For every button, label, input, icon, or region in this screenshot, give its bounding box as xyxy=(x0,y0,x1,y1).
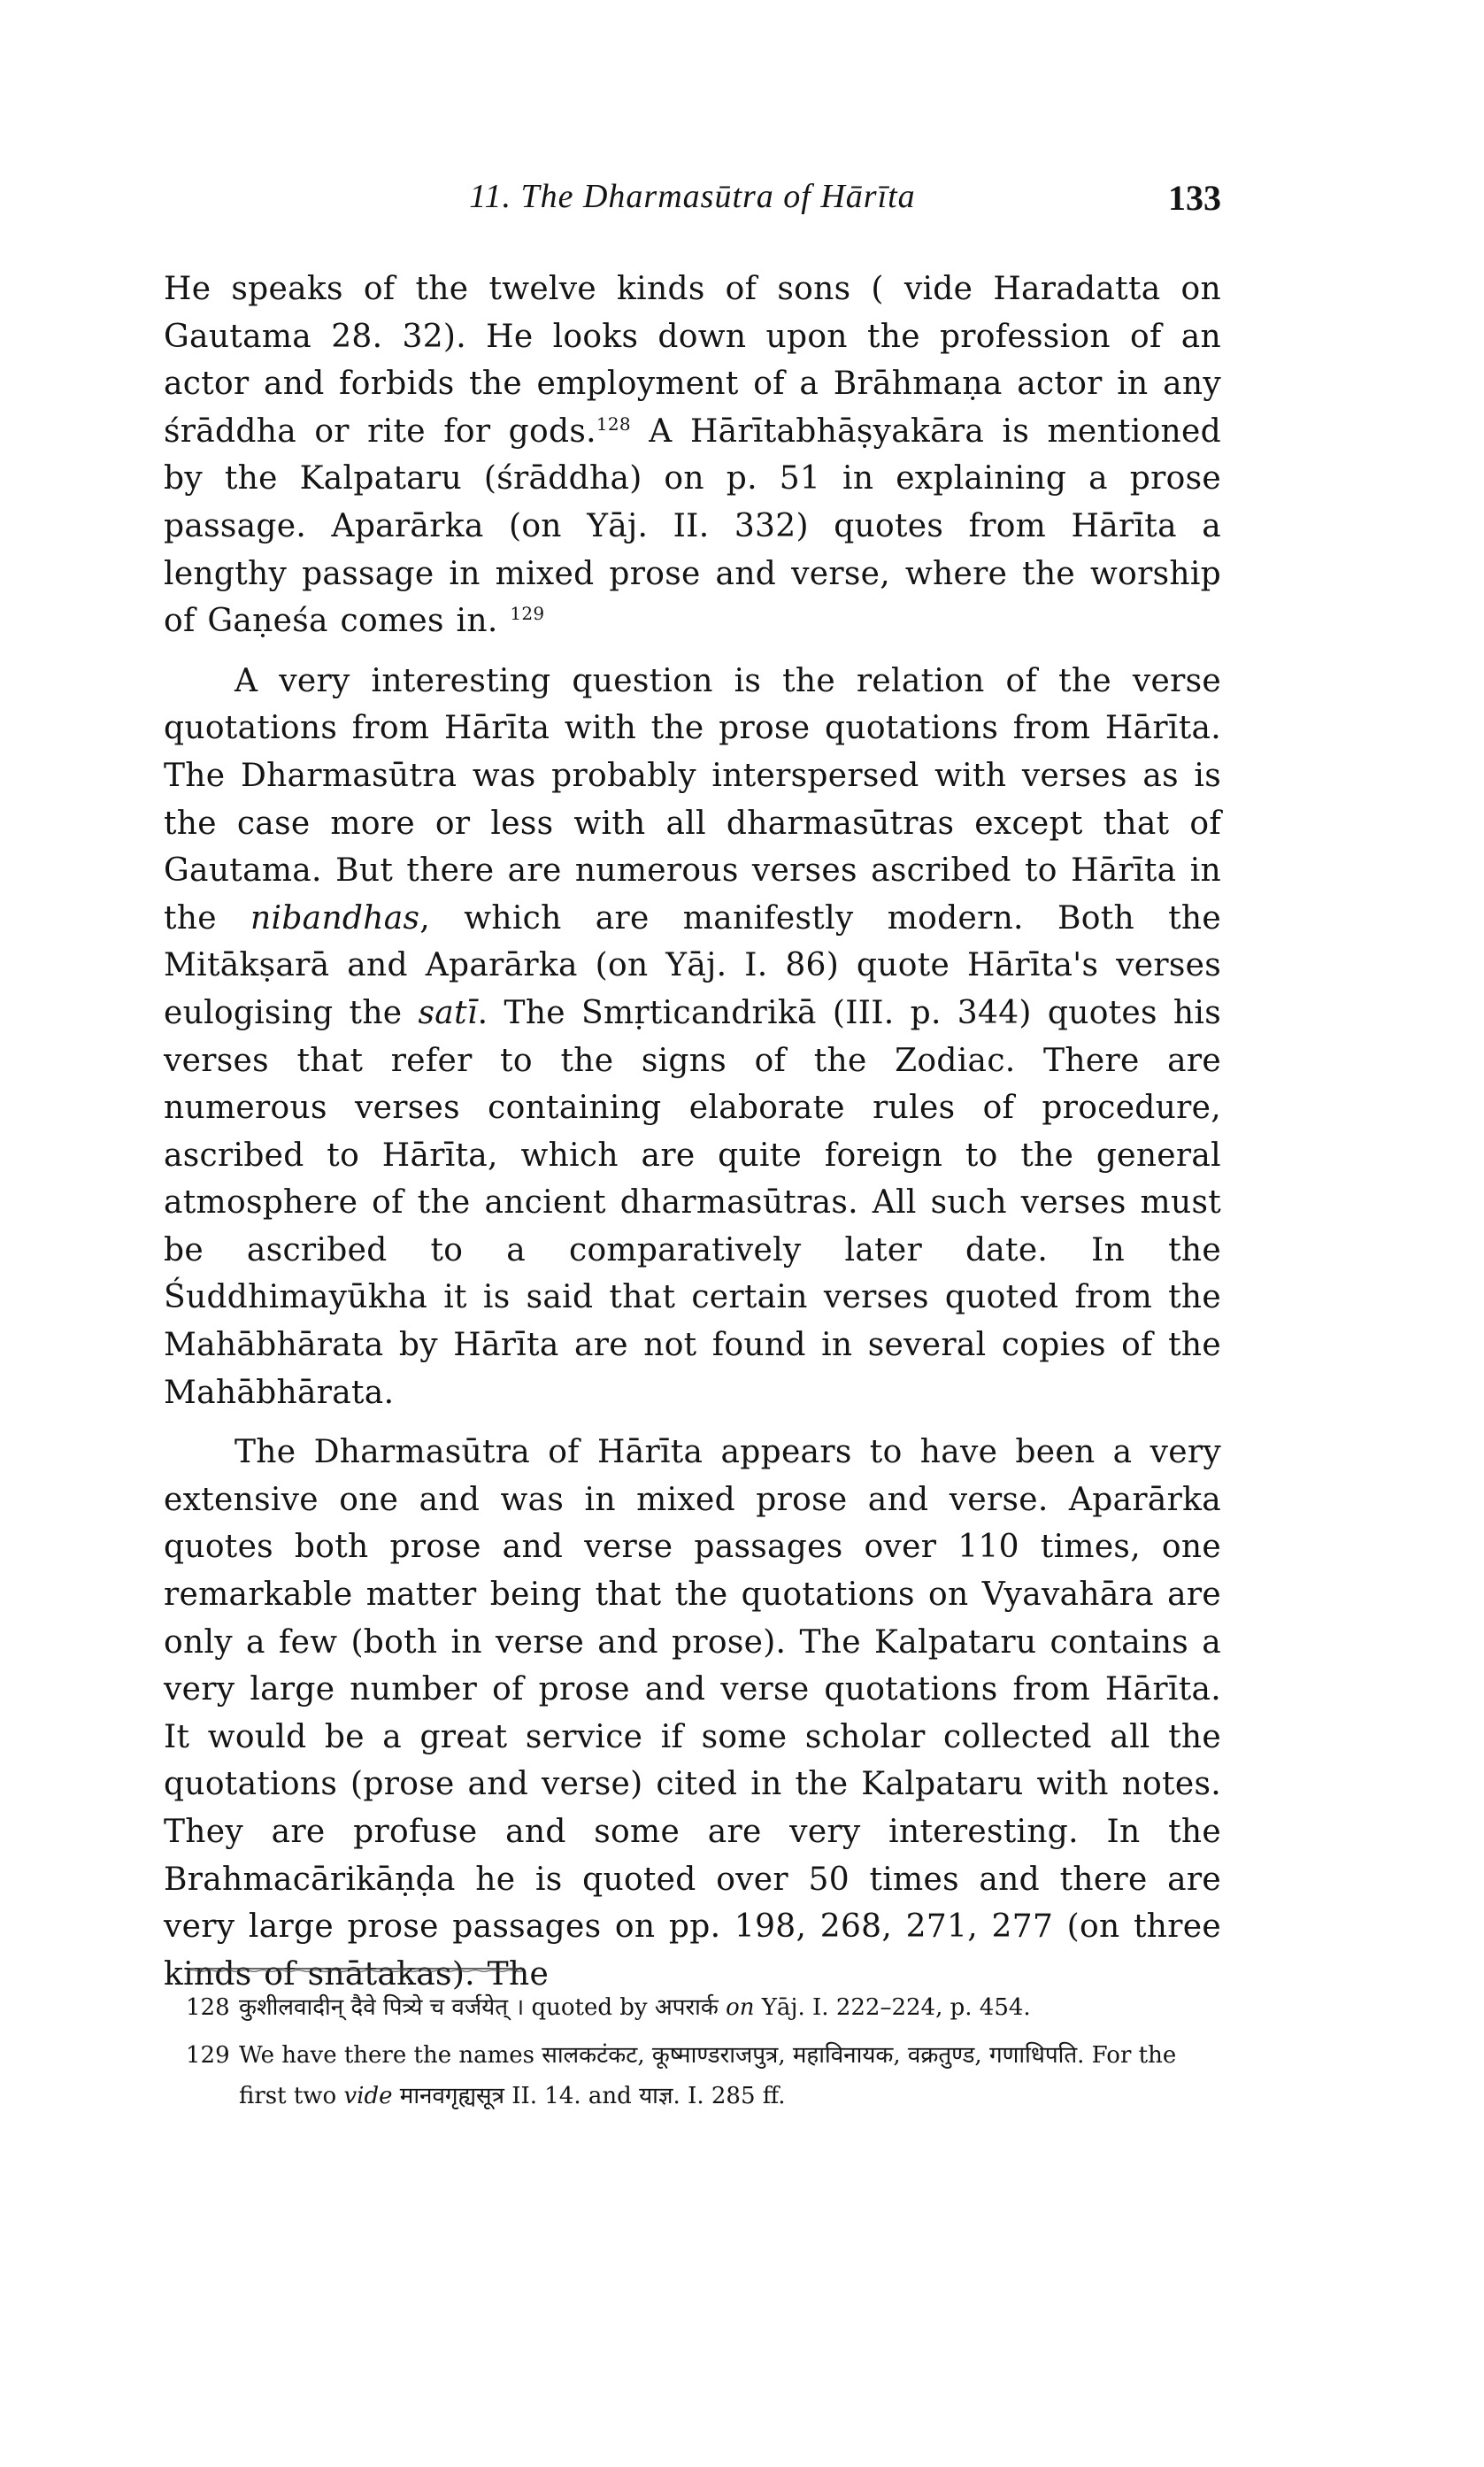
footnote-text xyxy=(239,1987,1230,2028)
footnote-ref: 128 xyxy=(596,412,631,435)
text-run: , which are manifestly modern. Both the Mitākṣarā and Aparārka (on Yāj. I. 86) quote Hārīta's verses eulogising the xyxy=(164,899,1221,1031)
text-run: We have there the names सालकटंकट, कूष्माण्डराजपुत्र, महाविनायक, वक्रतुण्ड, गणाधिपति. For the first two xyxy=(239,2042,1177,2109)
text-run: He speaks of the twelve kinds of sons ( vide Haradatta on Gautama 28. 32). He looks down upon the profession of an actor and forbids the employment of a Brāhmaṇa actor in any śrāddha or rite for gods. xyxy=(164,271,1221,450)
text-run: A Hārītabhāṣyakāra is mentioned by the Kalpataru (śrāddha) on p. 51 in explaining a prose passage. Aparārka (on Yāj. II. 332) quotes from Hārīta a lengthy passage in mixed prose and verse, where the worship of Gaṇeśa comes in. xyxy=(164,412,1221,640)
footnote-separator xyxy=(188,1967,524,1972)
paragraph xyxy=(164,266,1221,645)
text-run: मानवगृह्यसूत्र II. 14. and याज्ञ. I. 285 ff. xyxy=(392,2083,786,2109)
footnote xyxy=(186,2035,1230,2116)
paragraph xyxy=(164,658,1221,1417)
footnote-text xyxy=(239,2035,1230,2116)
running-header xyxy=(164,177,1221,230)
footnotes xyxy=(186,1987,1230,2124)
italic-term: on xyxy=(726,1994,755,2021)
text-run: Yāj. I. 222–224, p. 454. xyxy=(754,1994,1031,2021)
page-number: 133 xyxy=(1168,178,1221,218)
italic-term: vide xyxy=(343,2083,393,2109)
chapter-title: 11. The Dharmasūtra of Hārīta xyxy=(469,178,916,215)
footnote-number: 128 xyxy=(186,1994,230,2021)
footnote xyxy=(186,1987,1230,2028)
text-run: A very interesting question is the relation of the verse quotations from Hārīta with the prose quotations from Hārīta. The Dharmasūtra was probably interspersed with verses as is the case more or less with all dharmasūtras except that of Gautama. But there are numerous verses ascribed to Hārīta in the xyxy=(164,662,1221,937)
text-run: . The Smṛticandrikā (III. p. 344) quotes his verses that refer to the signs of the Zodiac. There are numerous verses containing elaborate rules of procedure, ascribed to Hārīta, which are quite foreign to the general atmosphere of the ancient dharmasūtras. All such verses must be ascribed to a comparatively later date. In the Śuddhimayūkha it is said that certain verses quoted from the Mahābhārata by Hārīta are not found in several copies of the Mahābhārata. xyxy=(164,994,1221,1411)
footnote-number: 129 xyxy=(186,2042,230,2069)
text-run: कुशीलवादीन् दैवे पित्र्ये च वर्जयेत् । quoted by अपरार्क xyxy=(239,1994,727,2021)
main-text xyxy=(164,266,1221,1998)
paragraph xyxy=(164,1429,1221,1998)
italic-term: satī xyxy=(418,994,478,1031)
footnote-ref: 129 xyxy=(510,603,545,625)
text-run: The Dharmasūtra of Hārīta appears to have been a very extensive one and was in mixed prose and verse. Aparārka quotes both prose and verse passages over 110 times, one remarkable matter being that the quotations on Vyavahāra are only a few (both in verse and prose). The Kalpataru contains a very large number of prose and verse quotations from Hārīta. It would be a great service if some scholar collected all the quotations (prose and verse) cited in the Kalpataru with notes. They are profuse and some are very interesting. In the Brahmacārikāṇḍa he is quoted over 50 times and there are very large prose passages on pp. 198, 268, 271, 277 (on three kinds of snātakas). The xyxy=(164,1434,1221,1993)
italic-term: nibandhas xyxy=(250,899,420,937)
